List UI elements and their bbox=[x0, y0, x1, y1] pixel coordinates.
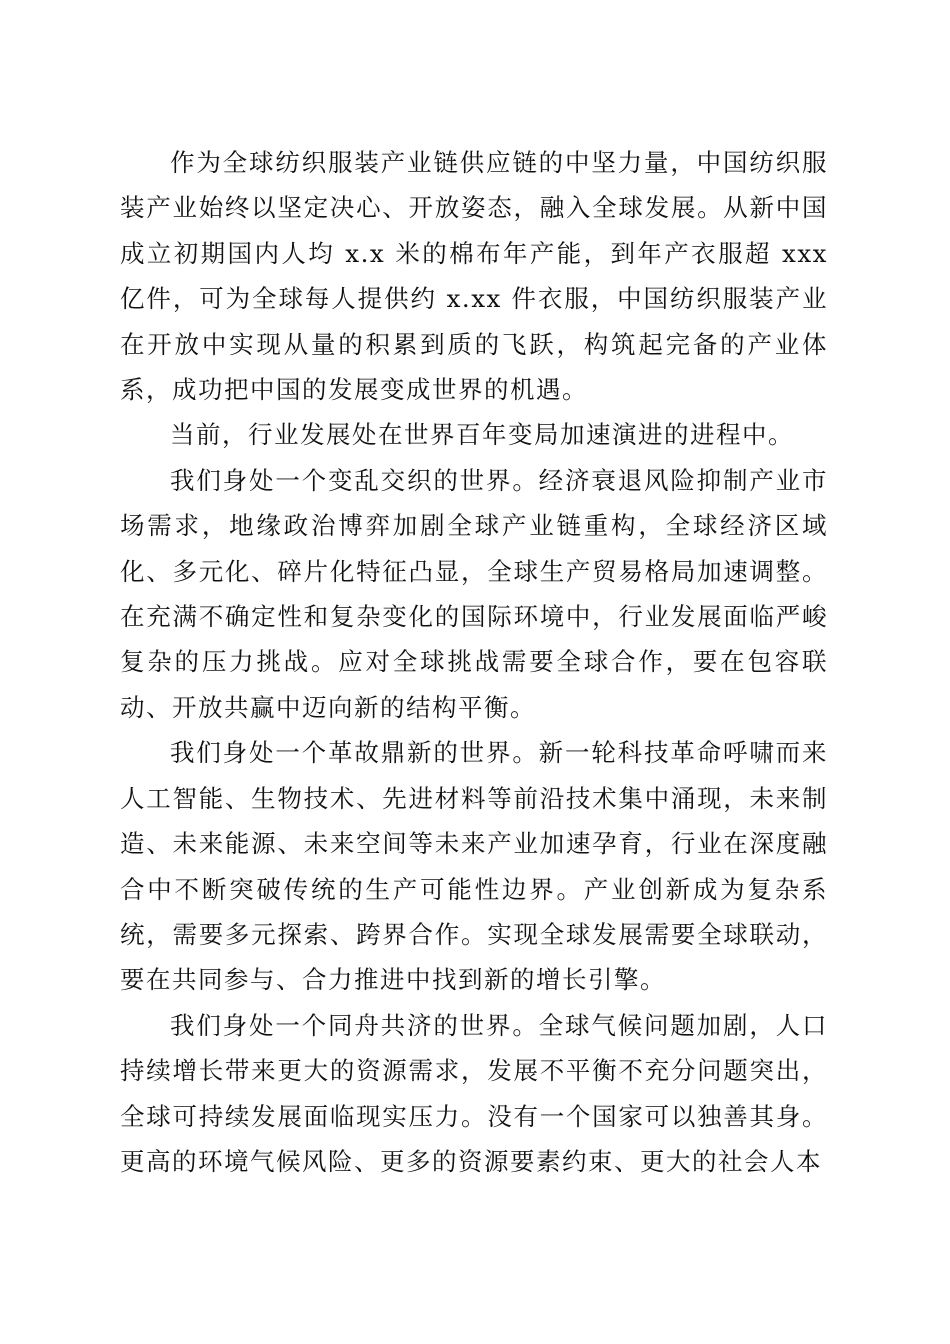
paragraph-innovative-world: 我们身处一个革故鼎新的世界。新一轮科技革命呼啸而来人工智能、生物技术、先进材料等前沿技术集中涌现，未来制造、未来能源、未来空间等未来产业加速孕育，行业在深度融合中不断突破传统的生产可能性边界。产业创新成为复杂系统，需要多元探索、跨界合作。实现全球发展需要全球联动，要在共同参与、合力推进中找到新的增长引擎。 bbox=[120, 738, 828, 995]
paragraph-textile-industry-role: 作为全球纺织服装产业链供应链的中坚力量，中国纺织服装产业始终以坚定决心、开放姿态，融入全球发展。从新中国成立初期国内人均 x.x 米的棉布年产能，到年产衣服超 xxx 亿件，可为全球每人提供约 x.xx 件衣服，中国纺织服装产业在开放中实现从量的积累到质的飞跃，构筑起完备的产业体系，成功把中国的发展变成世界的机遇。 bbox=[120, 148, 828, 405]
document-body bbox=[120, 140, 828, 1184]
paragraph-turbulent-world: 我们身处一个变乱交织的世界。经济衰退风险抑制产业市场需求，地缘政治博弈加剧全球产业链重构，全球经济区域化、多元化、碎片化特征凸显，全球生产贸易格局加速调整。在充满不确定性和复杂变化的国际环境中，行业发展面临严峻复杂的压力挑战。应对全球挑战需要全球合作，要在包容联动、开放共赢中迈向新的结构平衡。 bbox=[120, 465, 828, 722]
paragraph-shared-future-world: 我们身处一个同舟共济的世界。全球气候问题加剧，人口持续增长带来更大的资源需求，发展不平衡不充分问题突出，全球可持续发展面临现实压力。没有一个国家可以独善其身。更高的环境气候风险、更多的资源要素约束、更大的社会人本 bbox=[120, 1010, 828, 1176]
paragraph-current-situation: 当前，行业发展处在世界百年变局加速演进的进程中。 bbox=[170, 420, 794, 450]
